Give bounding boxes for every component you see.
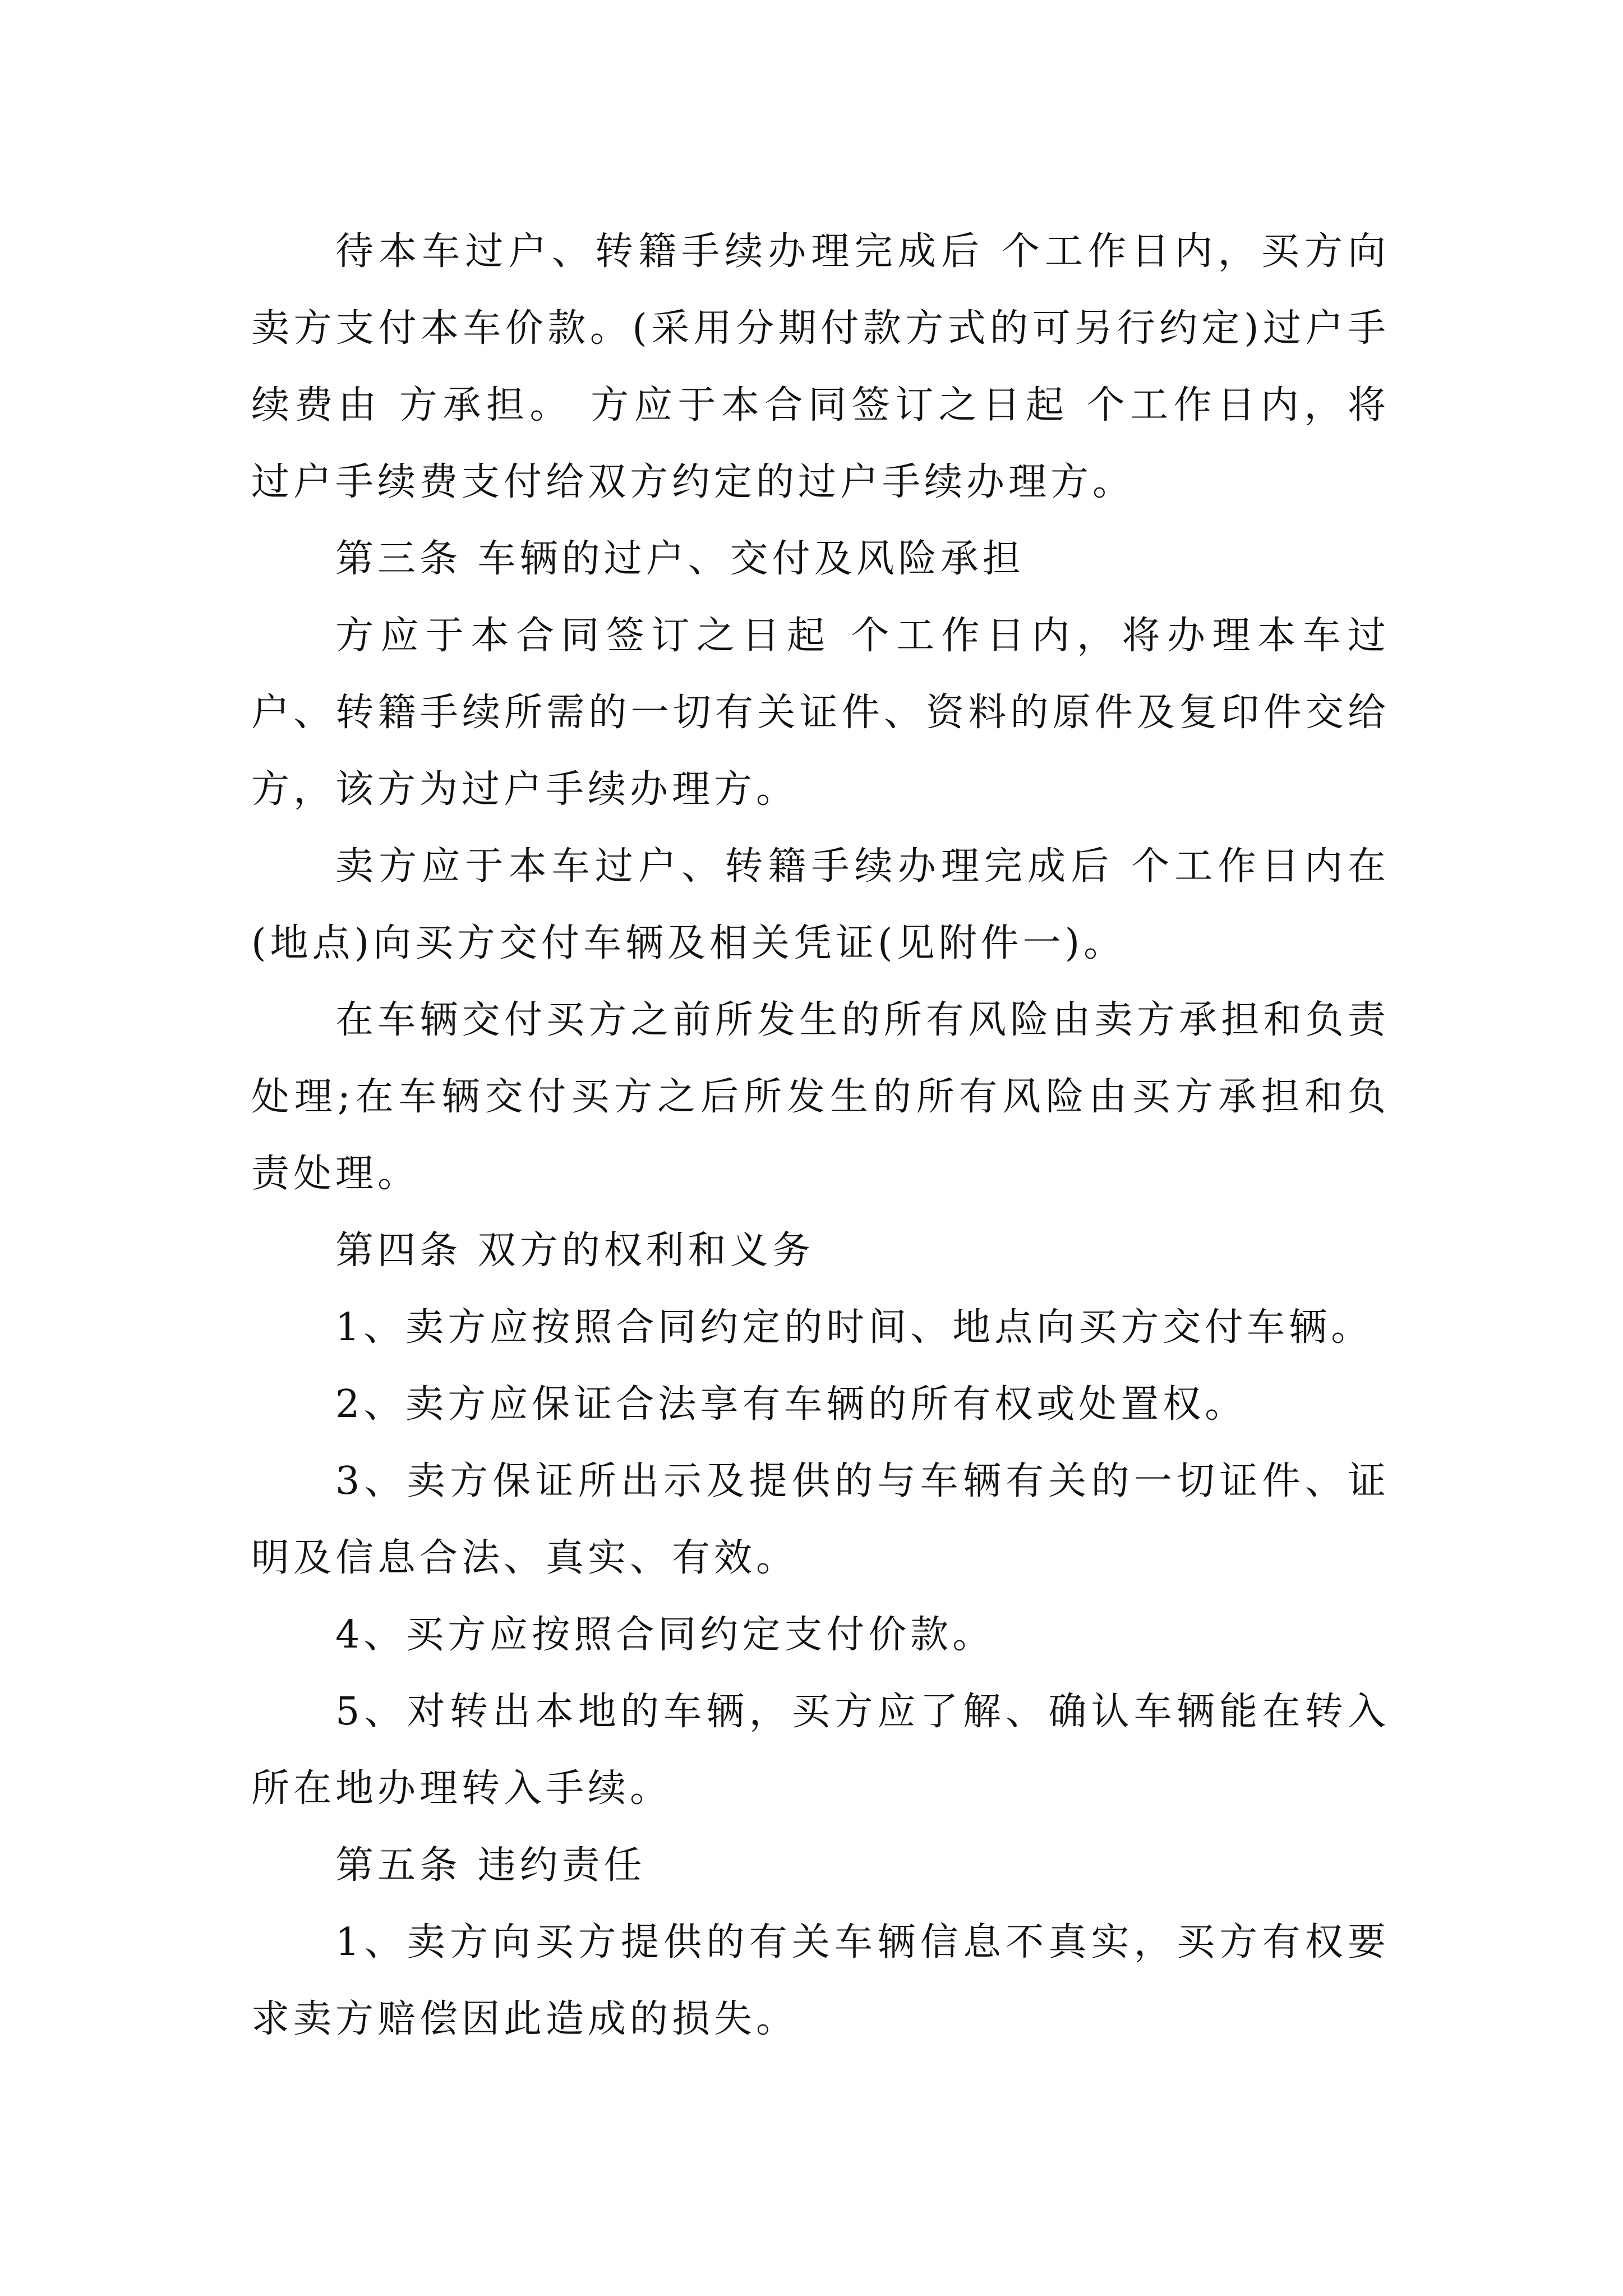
list-item-obligation-2: 2、卖方应保证合法享有车辆的所有权或处置权。 [335, 1382, 1247, 1427]
contract-text [251, 213, 1390, 2058]
heading-article-4: 第四条 双方的权利和义务 [335, 1228, 814, 1273]
list-item-obligation-4: 4、买方应按照合同约定支付价款。 [335, 1613, 995, 1657]
list-item-obligation-5: 5、对转出本地的车辆，买方应了解、确认车辆能在转入所在地办理转入手续。 [251, 1690, 1390, 1811]
paragraph-payment-terms: 待本车过户、转籍手续办理完成后 个工作日内，买方向卖方支付本车价款。(采用分期付款方式的可另行约定)过户手续费由 方承担。 方应于本合同签订之日起 个工作日内，将过户手续费支付给双方约定的过户手续办理方。 [251, 229, 1390, 504]
list-item-obligation-3: 3、卖方保证所出示及提供的与车辆有关的一切证件、证明及信息合法、真实、有效。 [251, 1459, 1390, 1580]
heading-article-5: 第五条 违约责任 [335, 1843, 646, 1888]
list-item-liability-1: 1、卖方向买方提供的有关车辆信息不真实，买方有权要求卖方赔偿因此造成的损失。 [251, 1920, 1390, 2041]
paragraph-transfer-documents: 方应于本合同签订之日起 个工作日内，将办理本车过户、转籍手续所需的一切有关证件、资料的原件及复印件交给 方，该方为过户手续办理方。 [251, 614, 1390, 812]
heading-article-3: 第三条 车辆的过户、交付及风险承担 [335, 537, 1025, 581]
paragraph-risk-allocation: 在车辆交付买方之前所发生的所有风险由卖方承担和负责处理;在车辆交付买方之后所发生的所有风险由买方承担和负责处理。 [251, 998, 1390, 1196]
list-item-obligation-1: 1、卖方应按照合同约定的时间、地点向买方交付车辆。 [335, 1305, 1373, 1350]
paragraph-vehicle-delivery: 卖方应于本车过户、转籍手续办理完成后 个工作日内在 (地点)向买方交付车辆及相关凭证(见附件一)。 [251, 844, 1390, 965]
